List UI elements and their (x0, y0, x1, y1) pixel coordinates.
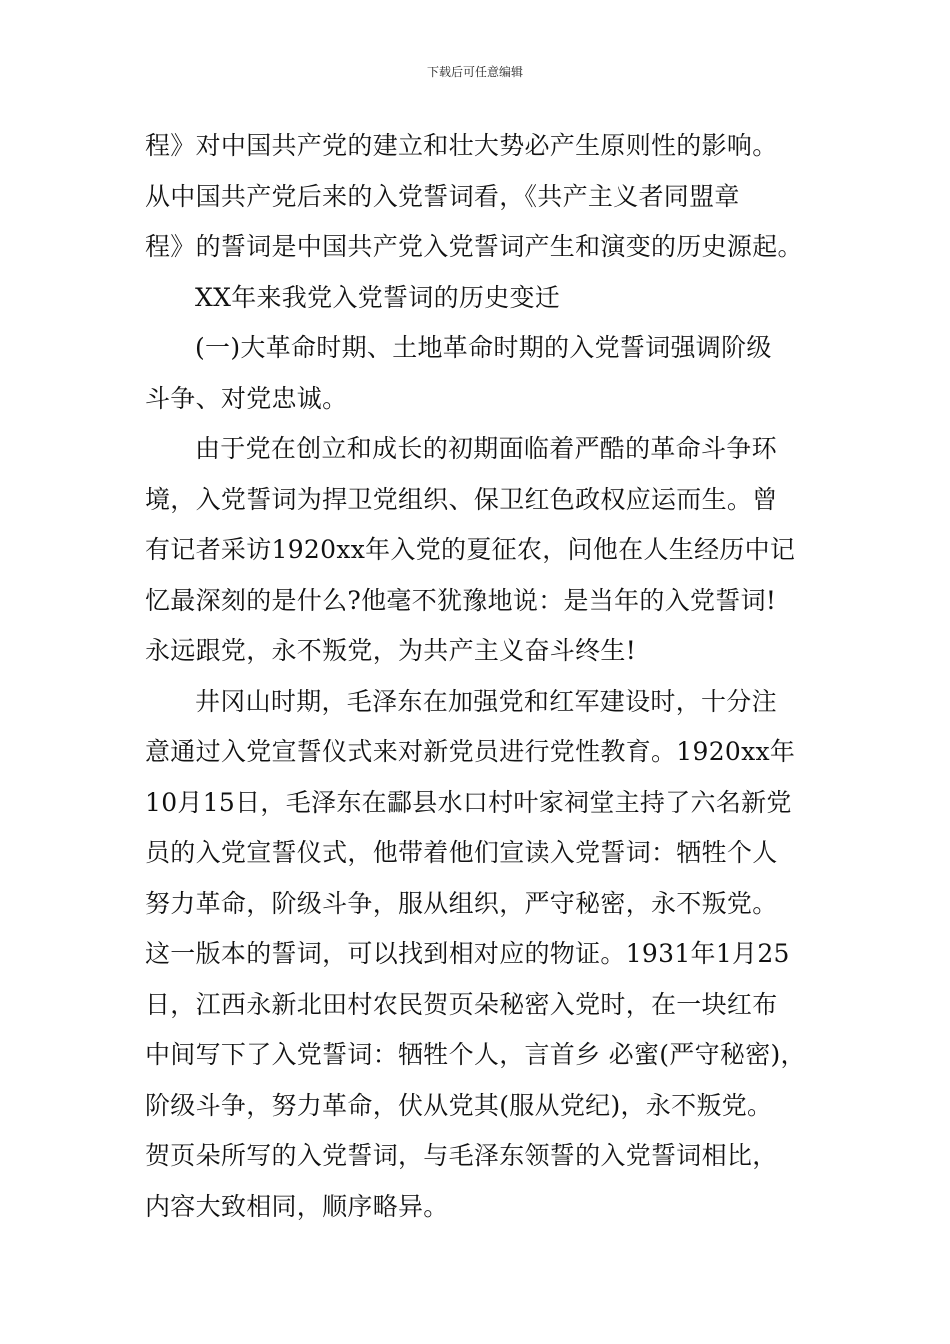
text-line: 内容大致相同，顺序略异。 (145, 1191, 449, 1221)
text-line: 斗争、对党忠诚。 (145, 383, 348, 413)
text-line: 日，江西永新北田村农民贺页朵秘密入党时，在一块红布 (145, 989, 778, 1019)
paragraph-start: 井冈山时期，毛泽东在加强党和红军建设时，十分注 (195, 686, 777, 716)
text-line: 阶级斗争，努力革命，伏从党其(服从党纪)，永不叛党。 (145, 1090, 773, 1120)
text-line: 程》的誓词是中国共产党入党誓词产生和演变的历史源起。 (145, 232, 803, 261)
text-line: 境，入党誓词为捍卫党组织、保卫红色政权应运而生。曾 (145, 484, 778, 514)
text-line: 忆最深刻的是什么?他毫不犹豫地说：是当年的入党誓词! (145, 585, 777, 615)
text-line: 中间写下了入党誓词：牺牲个人，言首乡 必蜜(严守秘密)， (145, 1040, 806, 1069)
text-line: 有记者采访1920xx年入党的夏征农，问他在人生经历中记 (145, 535, 796, 564)
text-line: 意通过入党宣誓仪式来对新党员进行党性教育。1920xx年 (145, 737, 796, 766)
section-heading: XX年来我党入党誓词的历史变迁 (195, 282, 561, 312)
text-line: 员的入党宣誓仪式，他带着他们宣读入党誓词：牺牲个人 (145, 838, 778, 867)
text-line: 永远跟党，永不叛党，为共产主义奋斗终生! (145, 636, 637, 665)
text-line: 程》对中国共产党的建立和壮大势必产生原则性的影响。 (145, 131, 778, 160)
text-line: 这一版本的誓词，可以找到相对应的物证。1931年1月25 (145, 939, 790, 968)
text-line: 努力革命，阶级斗争，服从组织，严守秘密，永不叛党。 (145, 888, 778, 918)
text-line: 贺页朵所写的入党誓词，与毛泽东领誓的入党誓词相比， (145, 1141, 778, 1170)
page-header: 下载后可任意编辑 (426, 65, 523, 79)
subsection-heading: (一)大革命时期、土地革命时期的入党誓词强调阶级 (195, 333, 772, 362)
text-line: 从中国共产党后来的入党誓词看，《共产主义者同盟章 (145, 181, 740, 211)
paragraph-start: 由于党在创立和成长的初期面临着严酷的革命斗争环 (195, 434, 777, 463)
text-line: 10月15日，毛泽东在酃县水口村叶家祠堂主持了六名新党 (145, 787, 792, 817)
document-body (145, 121, 815, 1232)
